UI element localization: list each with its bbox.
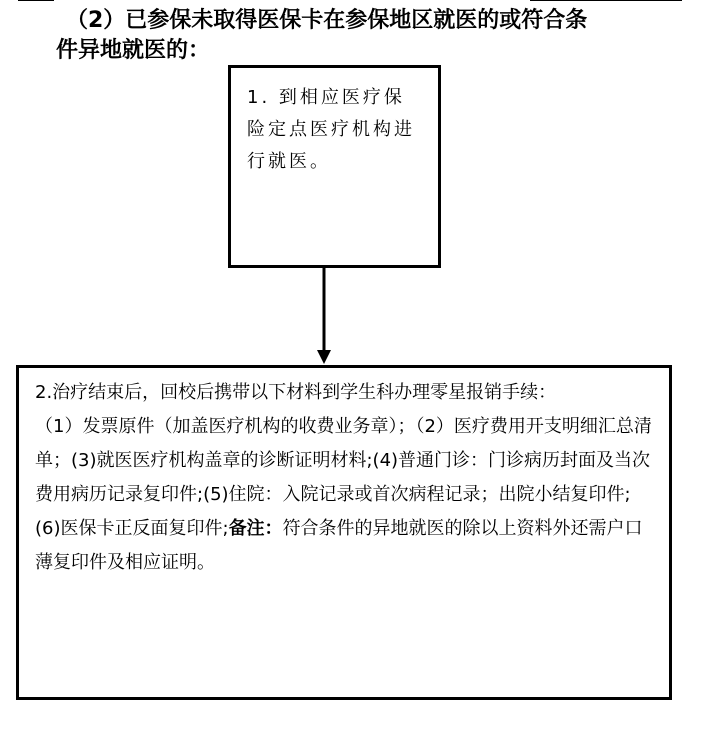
step-2-title: 2.治疗结束后，回校后携带以下材料到学生科办理零星报销手续：	[35, 382, 557, 403]
step-2-items	[35, 410, 655, 580]
step-1-box	[228, 65, 441, 268]
top-rule-left	[18, 0, 54, 1]
arrow-head	[317, 350, 331, 364]
top-rule-right	[530, 0, 682, 1]
note-text: 符合条件的异地就医的除以上资料外还需户口薄复印件及相应证明。	[35, 518, 643, 573]
section-heading	[56, 6, 676, 66]
heading-line-2: 件异地就医的：	[56, 38, 211, 63]
step-2-box	[16, 365, 672, 700]
step-2-materials: （1）发票原件（加盖医疗机构的收费业务章）；（2）医疗费用开支明细汇总清单；(3)就医医疗机构盖章的诊断证明材料;(4)普通门诊：门诊病历封面及当次费用病历记录复印件;(5)住院：入院记录或首次病程记录；出院小结复印件;(6)医保卡正反面复印件;	[35, 416, 652, 539]
note-label: 备注：	[228, 518, 283, 539]
step-1-text: 1. 到相应医疗保险定点医疗机构进行就医。	[247, 87, 415, 172]
heading-line-1: （2）已参保未取得医保卡在参保地区就医的或符合条	[66, 8, 588, 33]
